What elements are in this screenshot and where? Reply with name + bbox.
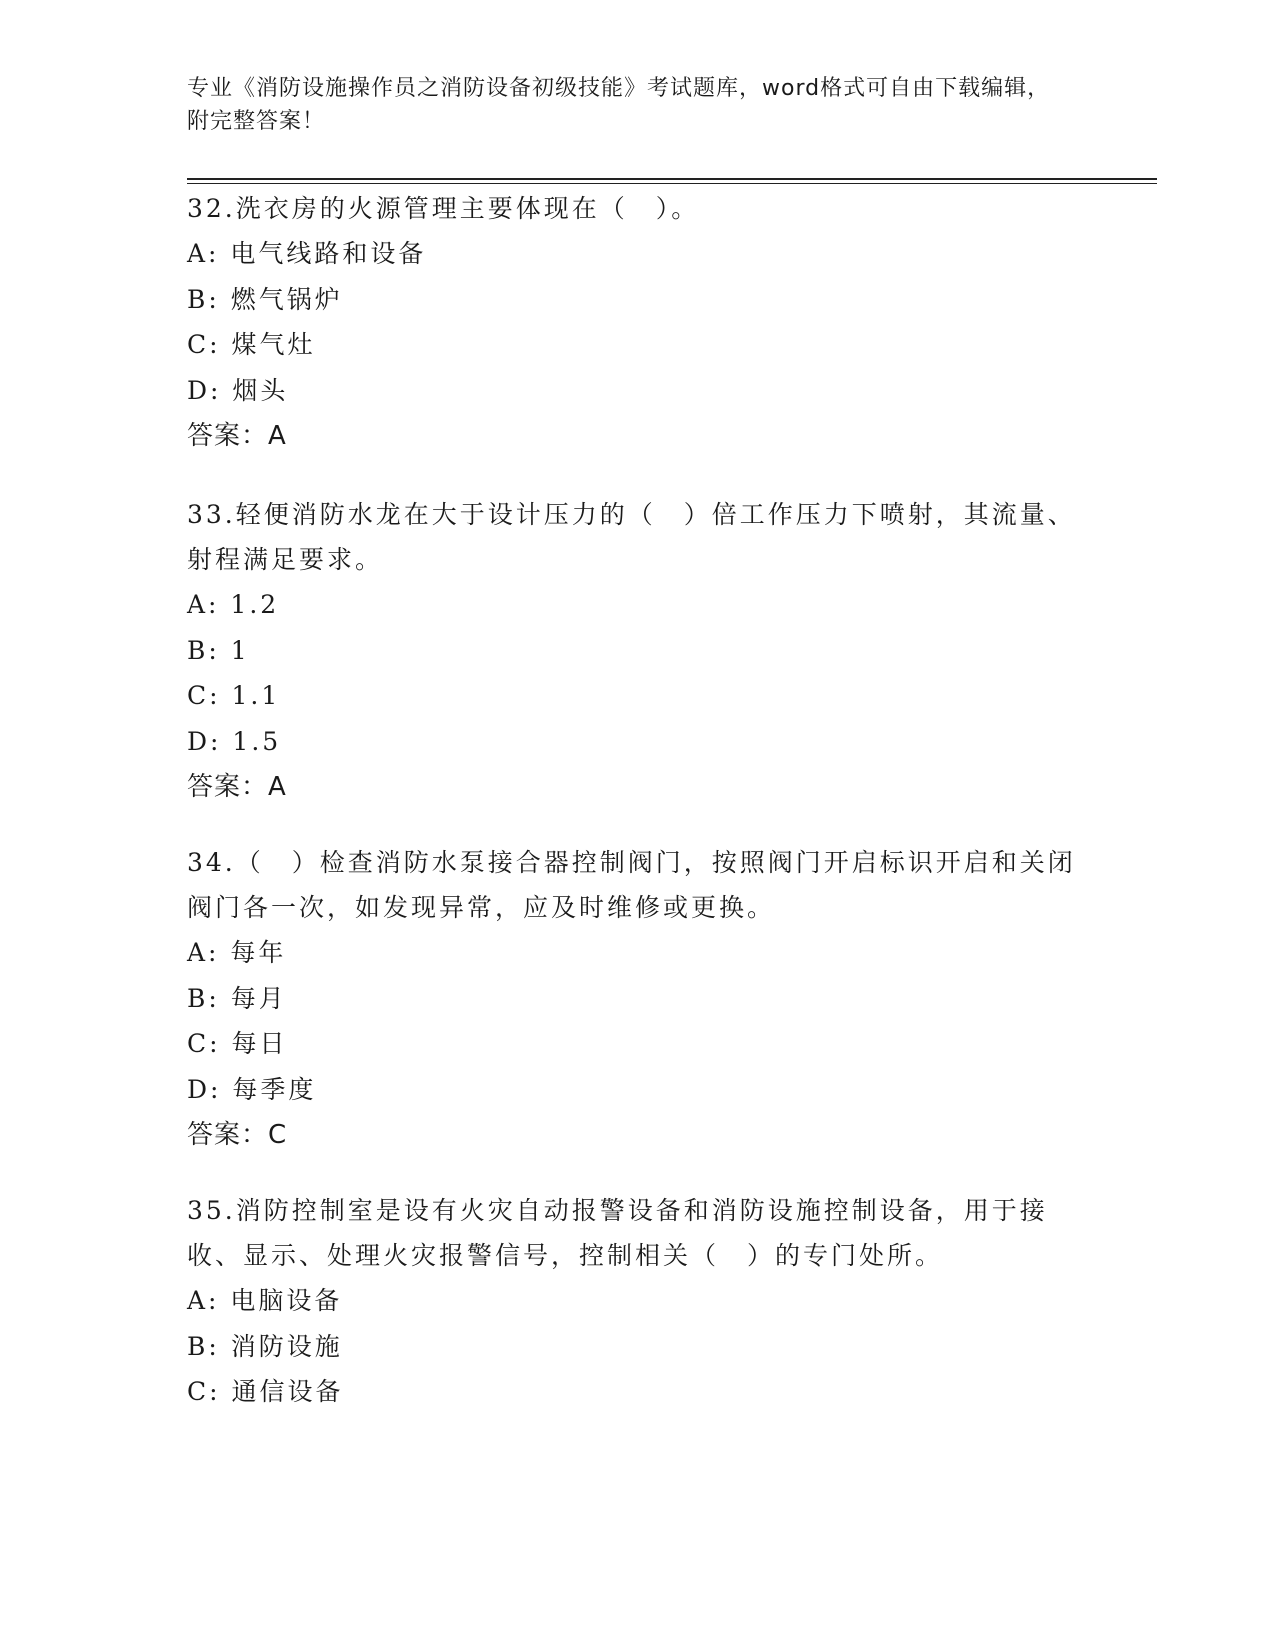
option-d: D: 每季度 bbox=[187, 1074, 317, 1104]
header-divider-thin bbox=[187, 183, 1157, 184]
question-text: 32.洗衣房的火源管理主要体现在（ ）。 bbox=[187, 194, 700, 223]
question-32 bbox=[187, 186, 1087, 459]
option-a: A: 每年 bbox=[187, 938, 287, 967]
option-d: D: 1.5 bbox=[187, 726, 282, 756]
question-33 bbox=[187, 492, 1087, 810]
question-35 bbox=[187, 1188, 1087, 1415]
question-text: 34.（ ）检查消防水泵接合器控制阀门，按照阀门开启标识开启和关闭阀门各一次，如发现异常，应及时维修或更换。 bbox=[187, 848, 1076, 922]
option-a: A: 1.2 bbox=[187, 590, 280, 619]
option-b: B: 燃气锅炉 bbox=[187, 284, 343, 314]
answer: 答案：A bbox=[187, 772, 287, 802]
question-text: 35.消防控制室是设有火灾自动报警设备和消防设施控制设备，用于接收、显示、处理火灾报警信号，控制相关（ ）的专门处所。 bbox=[187, 1196, 1048, 1270]
option-c: C: 1.1 bbox=[187, 681, 281, 710]
header-divider-thick bbox=[187, 178, 1157, 180]
option-c: C: 煤气灶 bbox=[187, 330, 316, 359]
answer: 答案：C bbox=[187, 1120, 288, 1150]
option-a: A: 电脑设备 bbox=[187, 1286, 343, 1315]
option-b: B: 1 bbox=[187, 635, 250, 665]
answer: 答案：A bbox=[187, 421, 287, 451]
question-text: 33.轻便消防水龙在大于设计压力的（ ）倍工作压力下喷射，其流量、射程满足要求。 bbox=[187, 500, 1076, 574]
option-c: C: 通信设备 bbox=[187, 1377, 344, 1406]
option-c: C: 每日 bbox=[187, 1029, 288, 1058]
option-a: A: 电气线路和设备 bbox=[187, 239, 427, 268]
option-d: D: 烟头 bbox=[187, 375, 289, 405]
option-b: B: 消防设施 bbox=[187, 1331, 343, 1361]
option-b: B: 每月 bbox=[187, 983, 287, 1013]
document-header: 专业《消防设施操作员之消防设备初级技能》考试题库，word格式可自由下载编辑，附完整答案！ bbox=[187, 76, 1051, 134]
question-34 bbox=[187, 840, 1087, 1158]
